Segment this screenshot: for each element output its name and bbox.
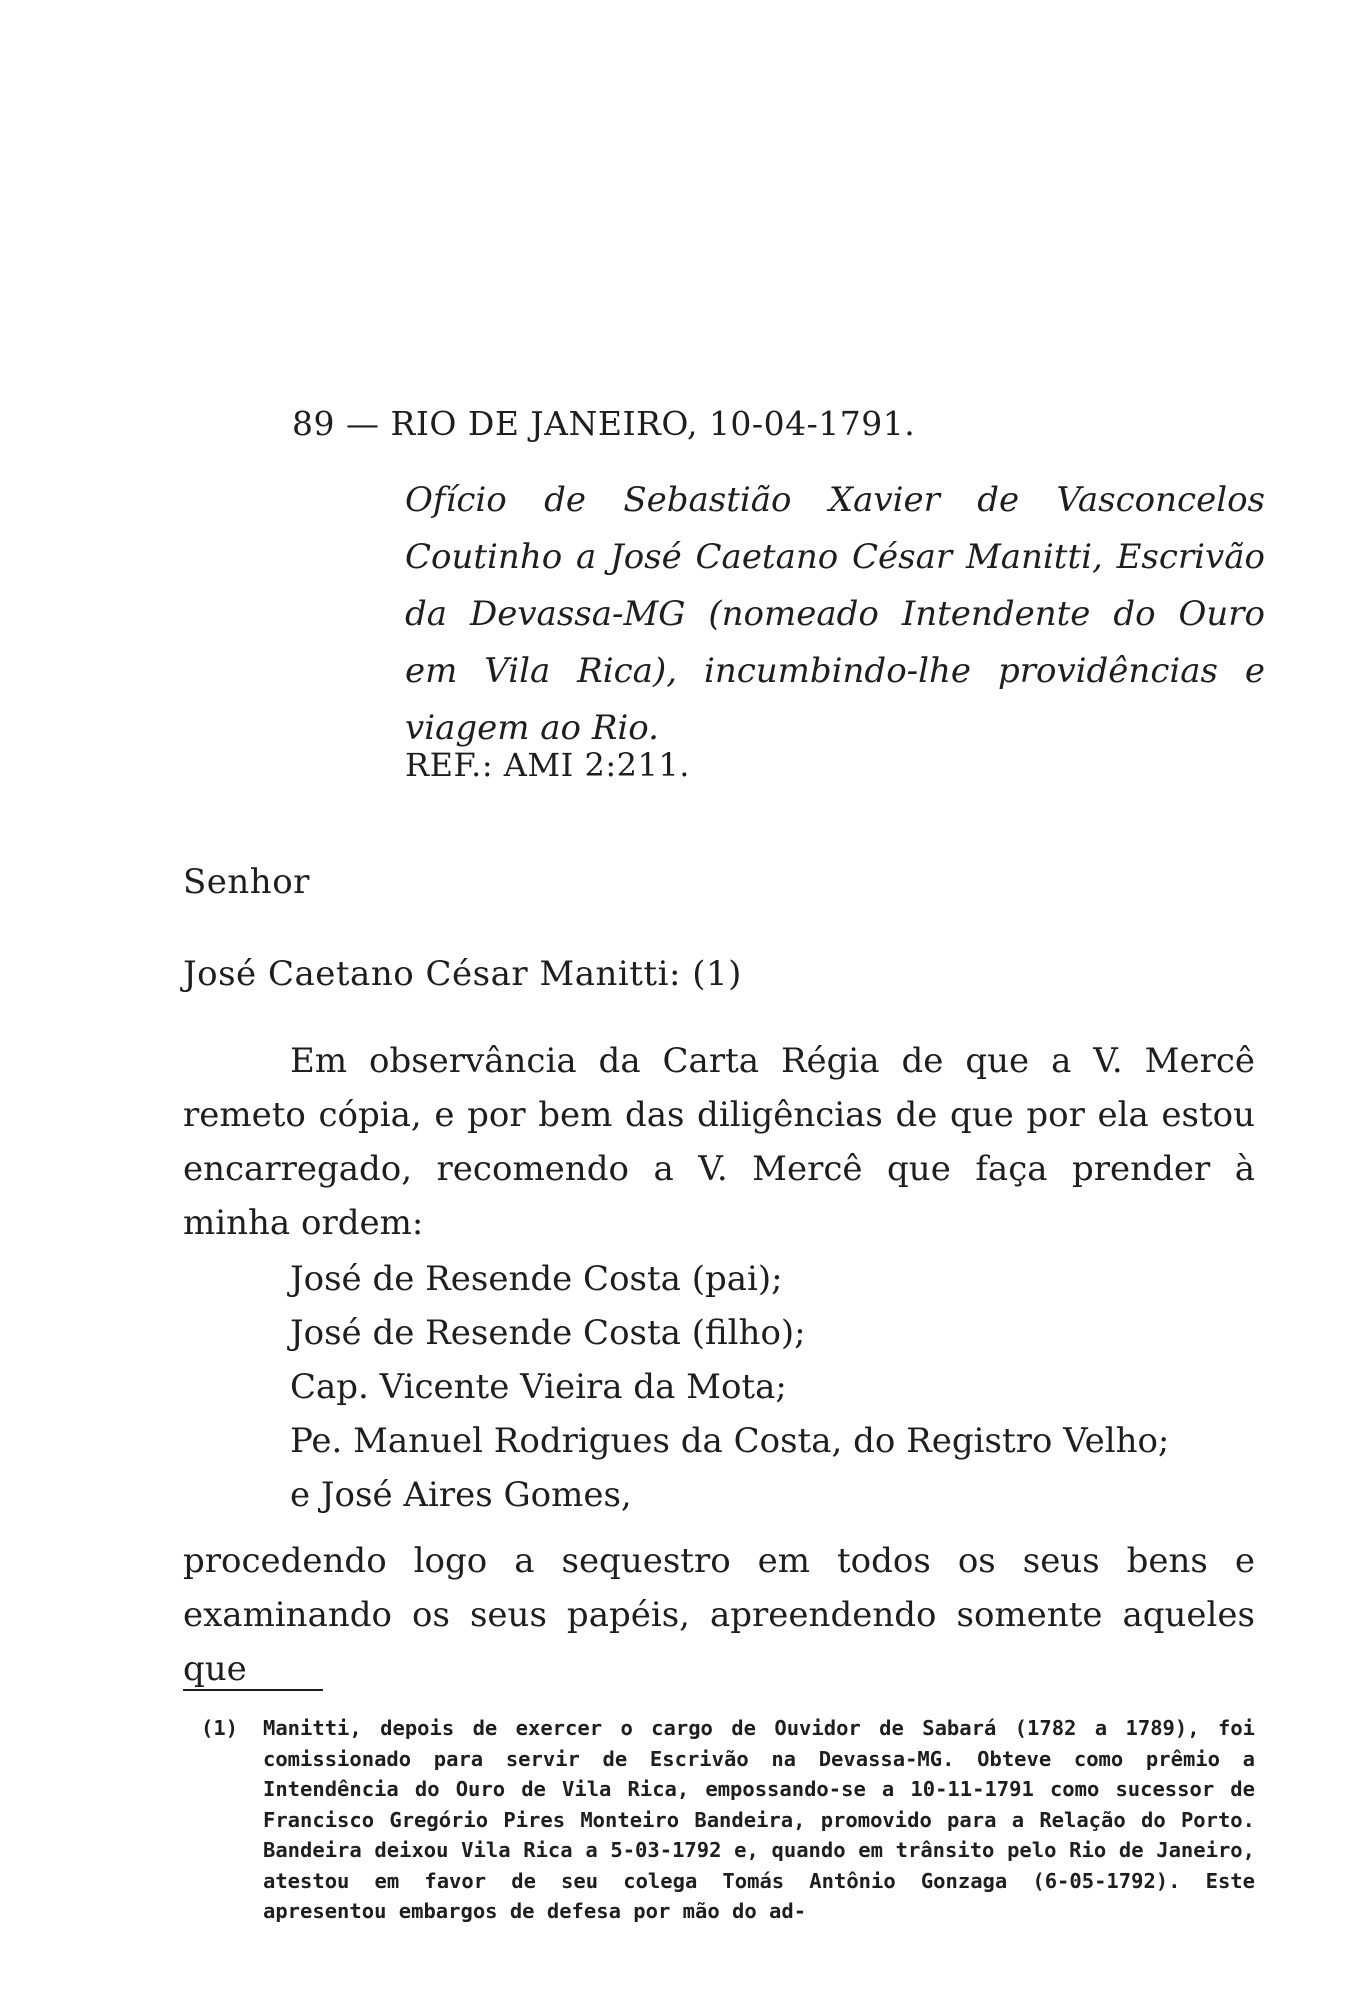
footnote xyxy=(183,1713,1255,1927)
footnote-text: Manitti, depois de exercer o cargo de Ouvidor de Sabará (1782 a 1789), foi comissionado para servir de Escrivão na Devassa-MG. Obteve como prêmio a Intendência do Ouro de Vila Rica, empossando-se a 10-11-1791 como sucessor de Francisco Gregório Pires Monteiro Bandeira, promovido para a Relação do Porto. Bandeira deixou Vila Rica a 5-03-1792 e, quando em trânsito pelo Rio de Janeiro, atestou em favor de seu colega Tomás Antônio Gonzaga (6-05-1792). Este apresentou embargos de defesa por mão do ad- xyxy=(263,1716,1255,1923)
list-item: Cap. Vicente Vieira da Mota; xyxy=(290,1367,787,1407)
footnote-marker: (1) xyxy=(201,1716,239,1740)
body-paragraph-2: procedendo logo a sequestro em todos os seus bens e examinando os seus papéis, apreendendo somente aqueles que xyxy=(183,1541,1255,1689)
document-summary: Ofício de Sebastião Xavier de Vasconcelos Coutinho a José Caetano César Manitti, Escrivão da Devassa-MG (nomeado Intendente do Ouro em Vila Rica), incumbindo-lhe providências e viagem ao Rio. xyxy=(405,480,1265,748)
reference-line: REF.: AMI 2:211. xyxy=(405,746,690,784)
body-paragraph-1: Em observância da Carta Régia de que a V. Mercê remeto cópia, e por bem das diligências de que por ela estou encarregado, recomendo a V. Mercê que faça prender à minha ordem: xyxy=(183,1041,1255,1243)
list-item: José de Resende Costa (pai); xyxy=(290,1259,783,1299)
footnote-divider xyxy=(183,1689,323,1691)
addressee: José Caetano César Manitti: (1) xyxy=(183,954,742,994)
list-item: e José Aires Gomes, xyxy=(290,1475,632,1515)
names-list xyxy=(290,1252,1169,1522)
salutation: Senhor xyxy=(183,862,310,902)
list-item: Pe. Manuel Rodrigues da Costa, do Registro Velho; xyxy=(290,1421,1170,1461)
document-heading: 89 — RIO DE JANEIRO, 10-04-1791. xyxy=(292,404,916,443)
list-item: José de Resende Costa (filho); xyxy=(290,1313,806,1353)
